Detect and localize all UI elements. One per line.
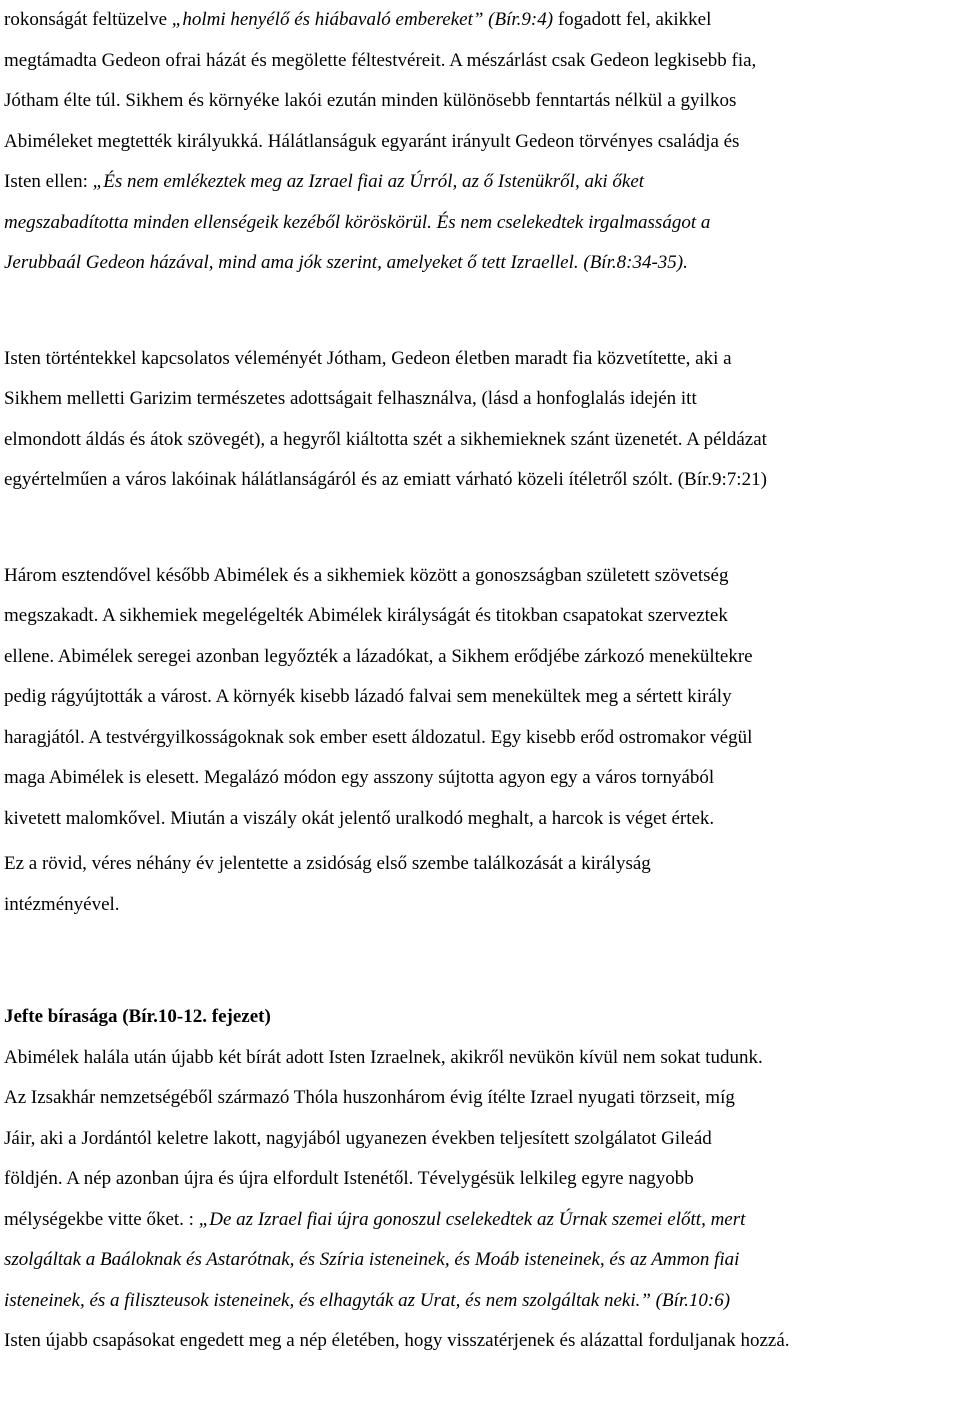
text-line <box>4 0 956 41</box>
text-line: Az Izsakhár nemzetségéből származó Thóla huszonhárom évig ítélte Izrael nyugati törzseit, míg <box>4 1087 735 1108</box>
text-line: Jótham élte túl. Sikhem és környéke lakói ezután minden különösebb fenntartás nélkül a gyilkos <box>4 90 737 111</box>
text-line: Isten történtekkel kapcsolatos véleményét Jótham, Gedeon életben maradt fia közvetítette, aki a <box>4 347 732 369</box>
text-line: földjén. A nép azonban újra és újra elfordult Istenétől. Tévelygésük lelkileg egyre nagyobb <box>4 1168 694 1189</box>
text-line: ellene. Abimélek seregei azonban legyőzték a lázadókat, a Sikhem erődjébe zárkozó menekültekre <box>4 645 753 667</box>
heading-text: Jefte bírasága (Bír.10-12. fejezet) <box>4 1006 271 1027</box>
paragraph-abimelek-fall <box>4 556 956 840</box>
text-line: egyértelműen a város lakóinak hálátlanságáról és az emiatt várható közeli ítéletről szólt. (Bír.9:7:21) <box>4 469 767 490</box>
text-line: haragjától. A testvérgyilkosságoknak sok ember esett áldozatul. Egy kisebb erőd ostromakor végül <box>4 726 753 748</box>
quote-text: „holmi henyélő és hiábavaló embereket” (Bír.9:4) <box>171 9 554 30</box>
paragraph-new-plagues <box>4 1321 956 1362</box>
section-heading <box>4 997 956 1038</box>
quote-line: Jerubbaál Gedeon házával, mind ama jók szerint, amelyeket ő tett Izraellel. (Bír.8:34-35). <box>4 252 688 273</box>
text-run: mélységekbe vitte őket. : <box>4 1208 199 1230</box>
text-line: megszakadt. A sikhemiek megelégelték Abimélek királyságát és titokban csapatokat szerveztek <box>4 605 728 626</box>
text-line: Sikhem melletti Garizim természetes adottságait felhasználva, (lásd a honfoglalás idején itt <box>4 388 697 409</box>
text-line: Jáir, aki a Jordántól keletre lakott, nagyjából ugyanezen években teljesített szolgálatot Gileád <box>4 1127 712 1149</box>
paragraph-thola-jair <box>4 1078 956 1321</box>
text-line: elmondott áldás és átok szövegét), a hegyről kiáltotta szét a sikhemieknek szánt üzenetét. A példázat <box>4 428 767 450</box>
text-run: Isten ellen: <box>4 171 93 192</box>
quote-text: „És nem emlékeztek meg az Izrael fiai az Úrról, az ő Istenükről, aki őket <box>92 171 645 192</box>
text-line: intézményével. <box>4 893 120 915</box>
paragraph-jotham-parable <box>4 339 956 501</box>
text-line: Ez a rövid, véres néhány év jelentette a zsidóság első szembe találkozását a királyság <box>4 853 651 874</box>
document-page <box>4 0 956 1362</box>
quote-line: szolgáltak a Baáloknak és Astarótnak, és Szíria isteneinek, és Moáb isteneinek, és az Ammon fiai <box>4 1249 740 1270</box>
text-line: Három esztendővel később Abimélek és a sikhemiek között a gonoszságban született szövetség <box>4 564 729 586</box>
paragraph-kingship-summary <box>4 844 956 925</box>
quote-text: „De az Izrael fiai újra gonoszul cselekedtek az Úrnak szemei előtt, mert <box>198 1208 746 1230</box>
text-line: maga Abimélek is elesett. Megalázó módon egy asszony sújtotta agyon egy a város tornyából <box>4 767 715 788</box>
paragraph-abimelek-rise <box>4 0 956 284</box>
quote-line: megszabadította minden ellenségeik kezéből köröskörül. És nem cselekedtek irgalmasságot a <box>4 211 711 233</box>
text-line: Isten újabb csapásokat engedett meg a nép életében, hogy visszatérjenek és alázattal forduljanak hozzá. <box>4 1330 790 1351</box>
quote-line: isteneinek, és a filiszteusok isteneinek, és elhagyták az Urat, és nem szolgáltak neki.” (Bír.10:6) <box>4 1289 731 1311</box>
paragraph-two-judges <box>4 1038 956 1079</box>
text-line: pedig rágyújtották a várost. A környék kisebb lázadó falvai sem menekültek meg a sértett király <box>4 686 732 707</box>
text-line <box>4 1200 956 1241</box>
text-line: Abimélek halála után újabb két bírát adott Isten Izraelnek, akikről nevükön kívül nem sokat tudunk. <box>4 1046 763 1068</box>
text-line <box>4 162 956 203</box>
text-run: fogadott fel, akikkel <box>553 9 712 30</box>
text-run: rokonságát feltüzelve <box>4 9 172 30</box>
text-line: megtámadta Gedeon ofrai házát és megölette féltestvéreit. A mészárlást csak Gedeon legkisebb fia, <box>4 49 757 71</box>
text-line: kivetett malomkővel. Miután a viszály okát jelentő uralkodó meghalt, a harcok is véget értek. <box>4 807 715 829</box>
text-line: Abiméleket megtették királyukká. Hálátlanságuk egyaránt irányult Gedeon törvényes családja és <box>4 130 740 152</box>
